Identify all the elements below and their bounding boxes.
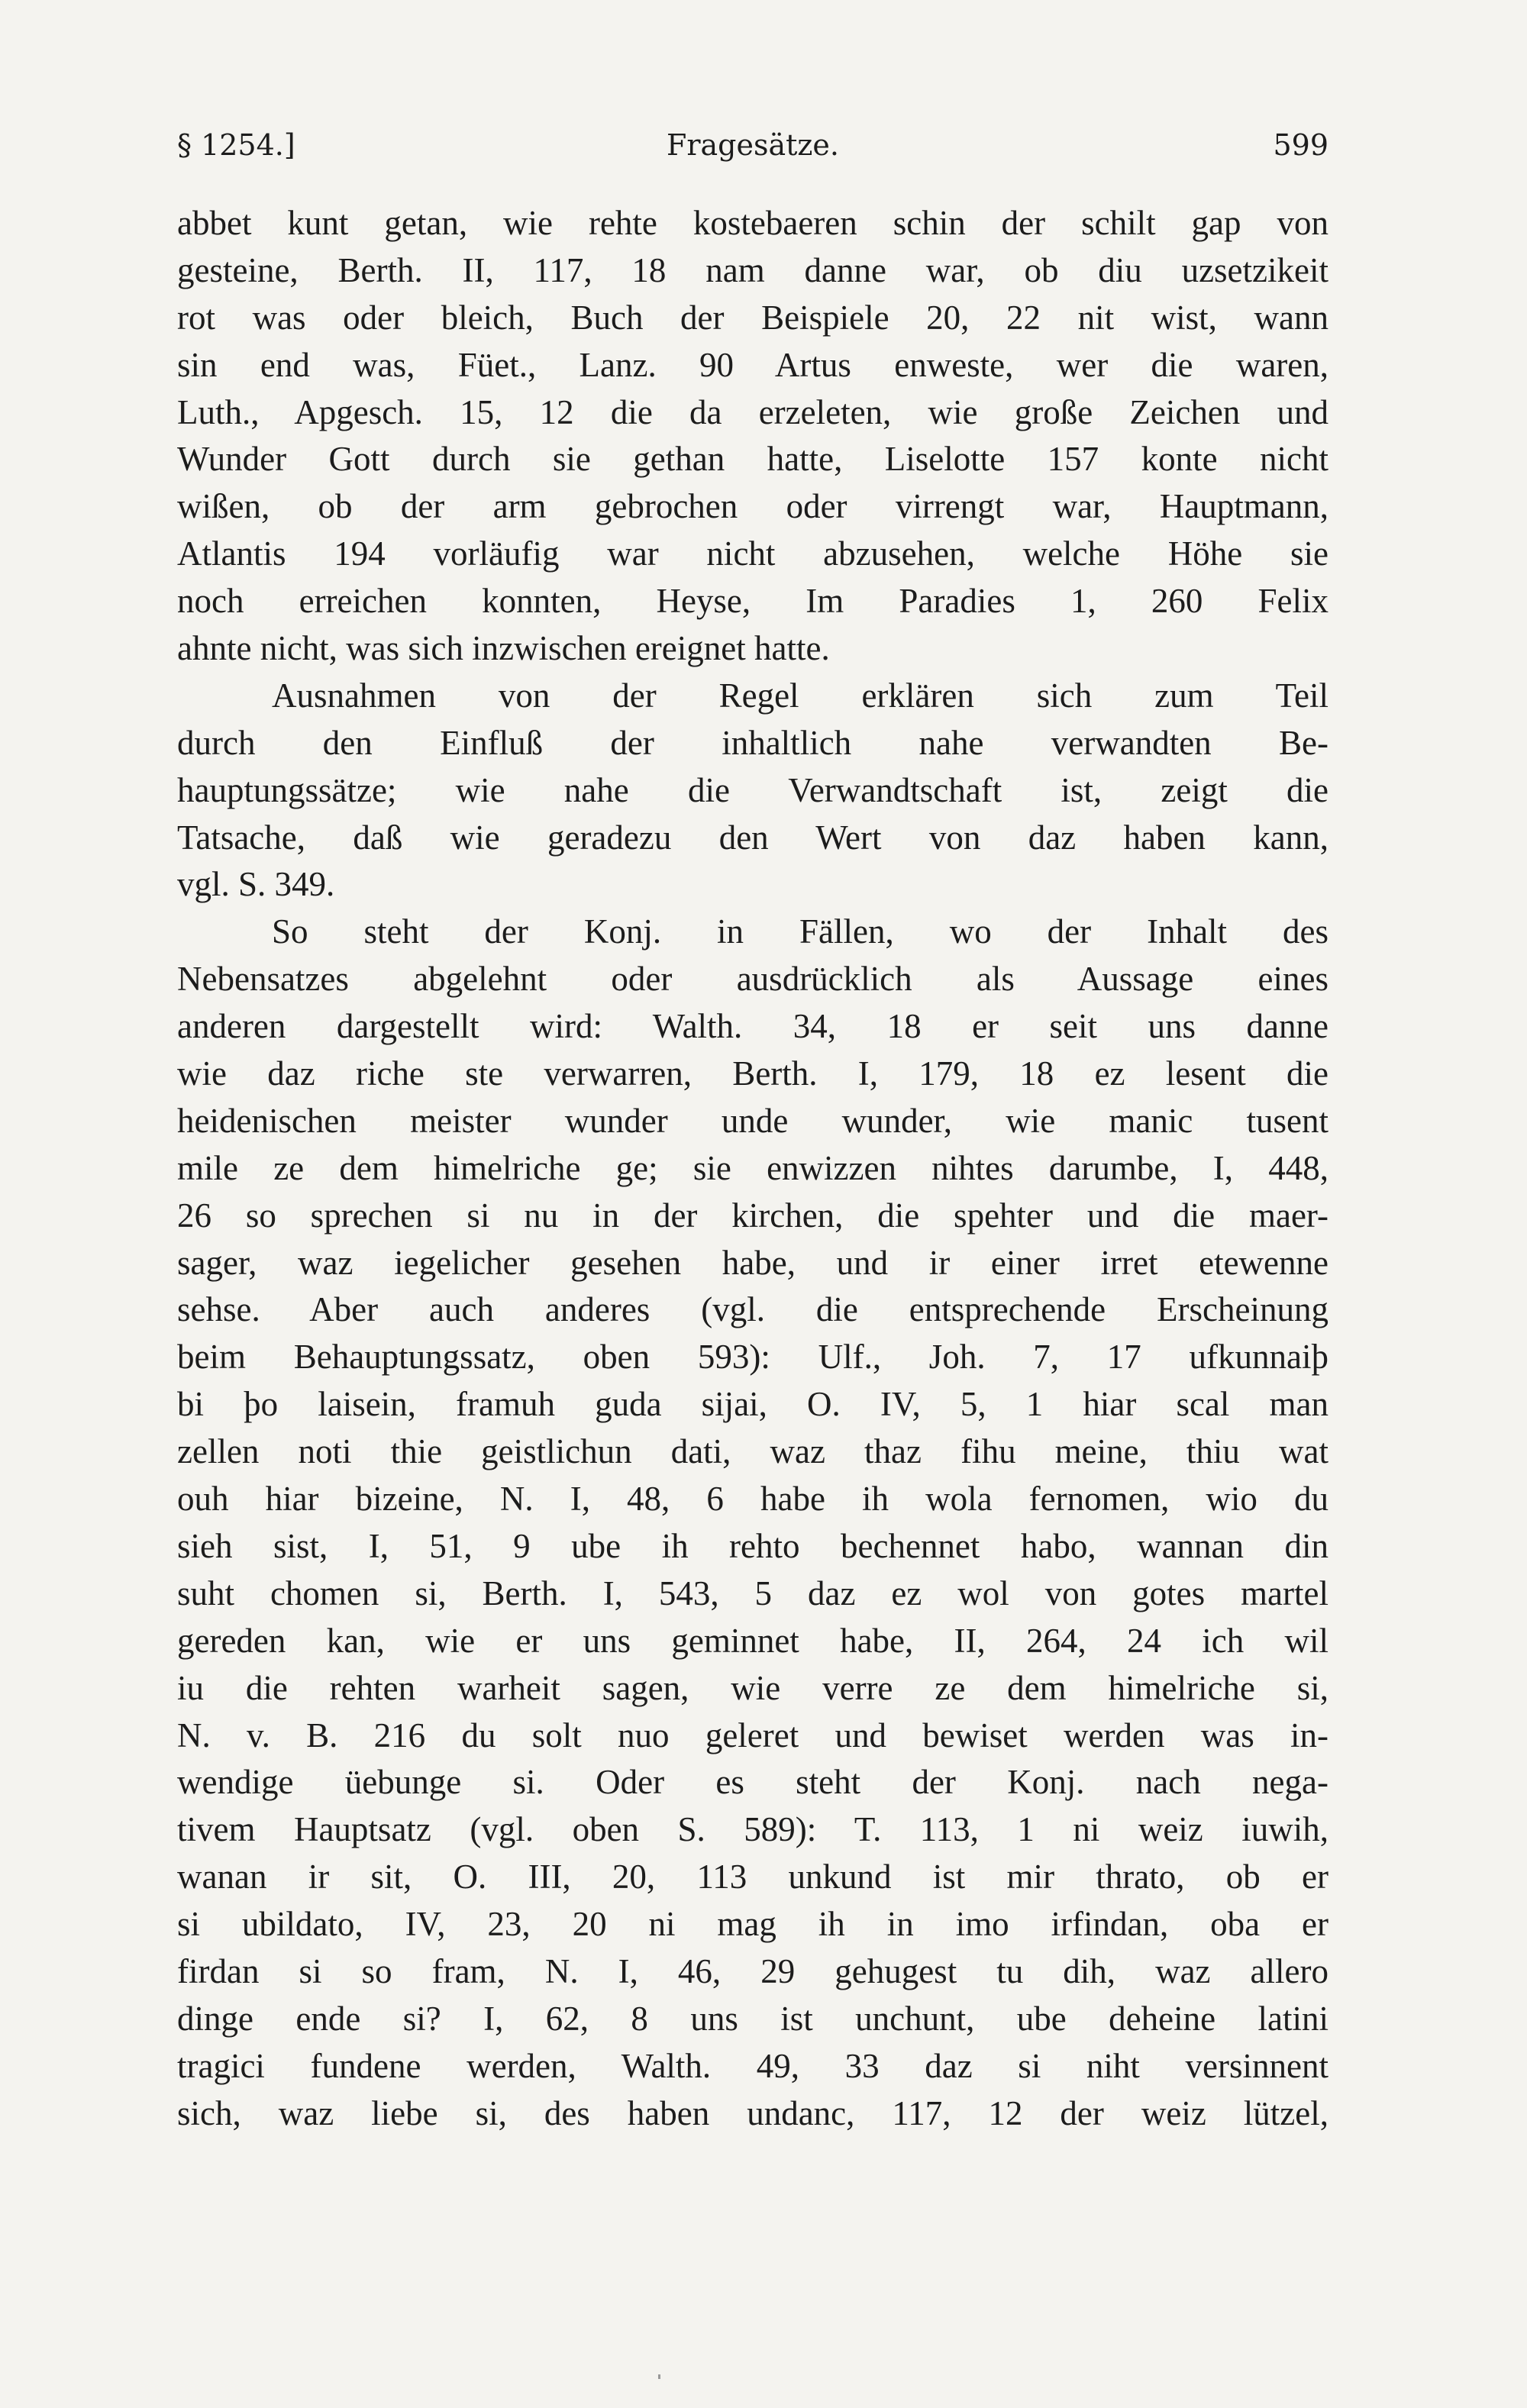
text-line: mile ze dem himelriche ge; sie enwizzen nihtes darumbe, I, 448, [177, 1148, 1328, 1187]
text-line: So steht der Konj. in Fällen, wo der Inhalt des [272, 912, 1328, 951]
text-line: Luth., Apgesch. 15, 12 die da erzeleten, wie große Zeichen und [177, 392, 1328, 431]
running-title: Fragesätze. [666, 128, 839, 162]
text-line: wendige üebunge si. Oder es steht der Konj. nach nega- [177, 1763, 1328, 1802]
text-line: tragici fundene werden, Walth. 49, 33 daz si niht versinnent [177, 2046, 1328, 2085]
page-header [177, 128, 1328, 174]
text-line: sehse. Aber auch anderes (vgl. die entsprechende Erscheinung [177, 1290, 1328, 1329]
text-line: durch den Einfluß der inhaltlich nahe verwandten Be- [177, 723, 1328, 762]
text-line: N. v. B. 216 du solt nuo geleret und bewiset werden was in- [177, 1716, 1328, 1754]
text-line: heidenischen meister wunder unde wunder, wie manic tusent [177, 1101, 1328, 1140]
text-line: beim Behauptungssatz, oben 593): Ulf., Joh. 7, 17 ufkunnaiþ [177, 1338, 1328, 1377]
text-line: bi þo laisein, framuh guda sijai, O. IV, 5, 1 hiar scal man [177, 1385, 1328, 1424]
stray-mark [658, 2374, 660, 2379]
text-line: 26 so sprechen si nu in der kirchen, die spehter und die maer- [177, 1196, 1328, 1235]
text-line: wanan ir sit, O. III, 20, 113 unkund ist mir thrato, ob er [177, 1858, 1328, 1896]
text-line: sager, waz iegelicher gesehen habe, und ir einer irret etewenne [177, 1243, 1328, 1282]
text-line: firdan si so fram, N. I, 46, 29 gehugest tu dih, waz allero [177, 1951, 1328, 1990]
text-line: ahnte nicht, was sich inzwischen ereignet hatte. [177, 629, 830, 668]
text-line: suht chomen si, Berth. I, 543, 5 daz ez wol von gotes martel [177, 1574, 1328, 1612]
text-line: Wunder Gott durch sie gethan hatte, Liselotte 157 konte nicht [177, 440, 1328, 479]
text-line: wißen, ob der arm gebrochen oder virrengt war, Hauptmann, [177, 487, 1328, 526]
text-line: sieh sist, I, 51, 9 ube ih rehto bechennet habo, wannan din [177, 1526, 1328, 1565]
text-line: hauptungssätze; wie nahe die Verwandtschaft ist, zeigt die [177, 770, 1328, 809]
text-line: si ubildato, IV, 23, 20 ni mag ih in imo irfindan, oba er [177, 1905, 1328, 1944]
body-text [177, 200, 1328, 2138]
text-line: gesteine, Berth. II, 117, 18 nam danne war, ob diu uzsetzikeit [177, 250, 1328, 289]
text-line: iu die rehten warheit sagen, wie verre ze dem himelriche si, [177, 1668, 1328, 1707]
text-line: Tatsache, daß wie geradezu den Wert von daz haben kann, [177, 818, 1328, 857]
section-marker: § 1254.] [177, 128, 295, 162]
text-line: Atlantis 194 vorläufig war nicht abzusehen, welche Höhe sie [177, 534, 1328, 573]
text-line: wie daz riche ste verwarren, Berth. I, 179, 18 ez lesent die [177, 1054, 1328, 1093]
text-line: rot was oder bleich, Buch der Beispiele 20, 22 nit wist, wann [177, 298, 1328, 337]
text-line: zellen noti thie geistlichun dati, waz thaz fihu meine, thiu wat [177, 1432, 1328, 1471]
text-line: dinge ende si? I, 62, 8 uns ist unchunt, ube deheine latini [177, 1999, 1328, 2038]
text-line: Ausnahmen von der Regel erklären sich zum Teil [272, 676, 1328, 715]
text-line: sich, waz liebe si, des haben undanc, 117, 12 der weiz lützel, [177, 2093, 1328, 2132]
text-line: tivem Hauptsatz (vgl. oben S. 589): T. 113, 1 ni weiz iuwih, [177, 1810, 1328, 1849]
text-line: sin end was, Füet., Lanz. 90 Artus enweste, wer die waren, [177, 345, 1328, 384]
text-line: Nebensatzes abgelehnt oder ausdrücklich als Aussage eines [177, 960, 1328, 999]
text-line: anderen dargestellt wird: Walth. 34, 18 er seit uns danne [177, 1007, 1328, 1046]
text-line: gereden kan, wie er uns geminnet habe, II, 264, 24 ich wil [177, 1621, 1328, 1660]
text-line: noch erreichen konnten, Heyse, Im Paradies 1, 260 Felix [177, 582, 1328, 621]
page-number: 599 [1273, 128, 1328, 162]
text-line: ouh hiar bizeine, N. I, 48, 6 habe ih wola fernomen, wio du [177, 1480, 1328, 1519]
text-line: vgl. S. 349. [177, 865, 335, 904]
text-line: abbet kunt getan, wie rehte kostebaeren schin der schilt gap von [177, 204, 1328, 242]
